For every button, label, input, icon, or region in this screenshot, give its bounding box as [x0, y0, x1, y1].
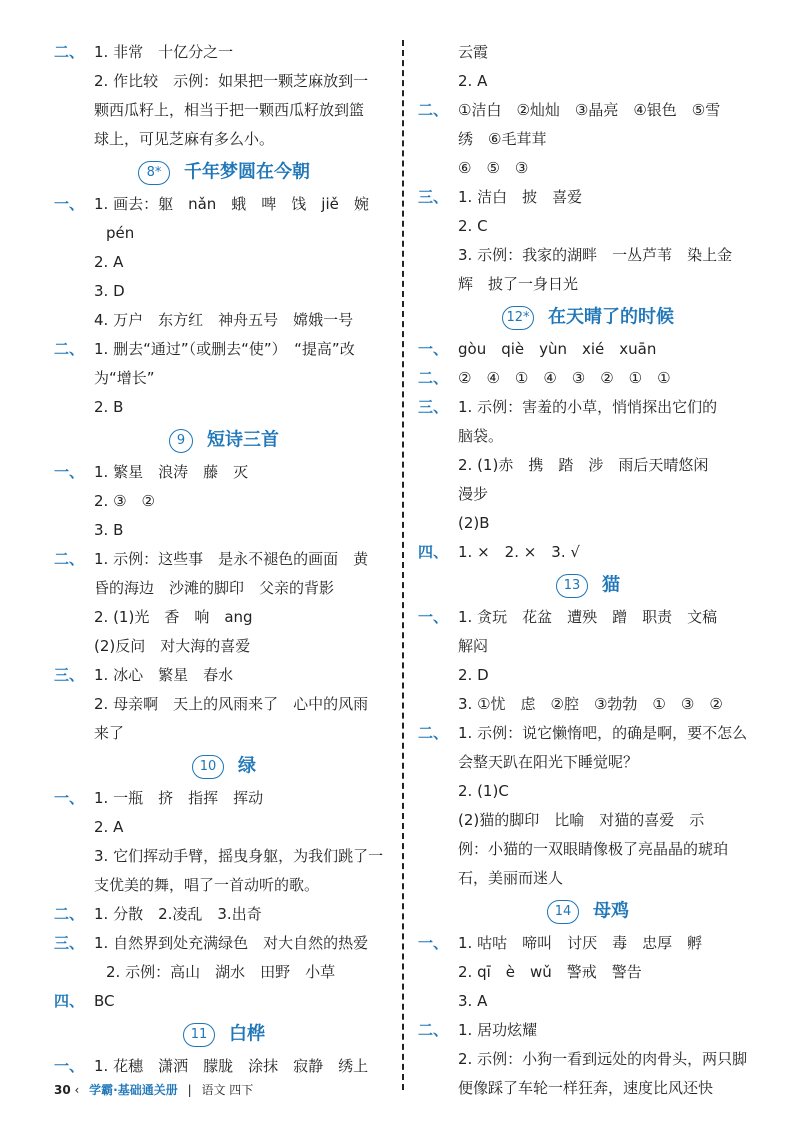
column-divider [402, 40, 404, 1090]
answer-line [418, 690, 758, 719]
question-group-marker: 一、 [54, 789, 85, 807]
answer-line [54, 661, 394, 690]
answer-line [418, 270, 758, 299]
question-group-marker: 三、 [54, 666, 85, 684]
answer-line [418, 929, 758, 958]
answer-line [54, 632, 394, 661]
section-heading [54, 154, 394, 190]
answer-line [54, 96, 394, 125]
answer-text: 石，美丽而迷人 [458, 869, 564, 887]
answer-line [418, 1016, 758, 1045]
answer-line [54, 574, 394, 603]
answer-text: 会整天趴在阳光下睡觉呢？ [458, 753, 639, 771]
book-title: 学霸·基础通关册 [89, 1083, 178, 1097]
section-number-badge: 14 [547, 900, 579, 924]
answer-text: 4. 万户 东方红 神舟五号 嫦娥一号 [94, 311, 354, 329]
answer-line [54, 38, 394, 67]
answer-line [54, 842, 394, 871]
answer-line [418, 864, 758, 893]
answer-line [54, 335, 394, 364]
answer-text: 1. 洁白 披 喜爱 [458, 188, 583, 206]
answer-text: 3. D [94, 282, 125, 300]
answer-text: 1. 自然界到处充满绿色 对大自然的热爱 [94, 934, 369, 952]
answer-line [418, 335, 758, 364]
answer-text: ①洁白 ②灿灿 ③晶亮 ④银色 ⑤雪 [458, 101, 721, 119]
question-group-marker: 一、 [54, 1057, 85, 1075]
section-number-badge: 10 [192, 755, 224, 779]
answer-text: 球上，可见芝麻有多么小。 [94, 130, 275, 148]
answer-text: 2. (1)赤 携 踏 涉 雨后天晴悠闲 [458, 456, 709, 474]
answer-text: (2)猫的脚印 比喻 对猫的喜爱 示 [458, 811, 705, 829]
answer-line [418, 1074, 758, 1103]
answer-text: 2. B [94, 398, 124, 416]
answer-text: 3. ①忧 虑 ②腔 ③勃勃 ① ③ ② [458, 695, 723, 713]
section-title: 母鸡 [593, 900, 629, 922]
answer-line [54, 813, 394, 842]
answer-text: gòu qiè yùn xié xuān [458, 340, 657, 358]
answer-line [418, 777, 758, 806]
question-group-marker: 三、 [54, 934, 85, 952]
answer-line [54, 306, 394, 335]
answer-line [54, 516, 394, 545]
question-group-marker: 二、 [54, 43, 85, 61]
answer-line [54, 871, 394, 900]
answer-line [418, 509, 758, 538]
answer-line [418, 183, 758, 212]
answer-text: 便像踩了车轮一样狂奔，速度比风还快 [458, 1079, 714, 1097]
answer-text: 1. 非常 十亿分之一 [94, 43, 234, 61]
answer-text: 2. (1)光 香 响 ang [94, 608, 253, 626]
answer-text: 为“增长” [94, 369, 155, 387]
question-group-marker: 二、 [54, 905, 85, 923]
arrow-icon: ‹ [74, 1083, 80, 1097]
answer-line [418, 393, 758, 422]
answer-line [54, 190, 394, 219]
section-number-badge: 9 [169, 429, 193, 453]
question-group-marker: 二、 [54, 550, 85, 568]
answer-text: 2. (1)C [458, 782, 509, 800]
answer-text: 1. 示例：害羞的小草，悄悄探出它们的 [458, 398, 718, 416]
answer-text: 3. A [458, 992, 488, 1010]
answer-line [54, 603, 394, 632]
answer-text: 1. × 2. × 3. √ [458, 543, 580, 561]
answer-line [418, 38, 758, 67]
footer-separator: | [187, 1083, 192, 1097]
answer-line [418, 538, 758, 567]
question-group-marker: 一、 [54, 195, 85, 213]
answer-line [54, 784, 394, 813]
answer-line [418, 241, 758, 270]
answer-line [54, 125, 394, 154]
question-group-marker: 三、 [418, 188, 449, 206]
question-group-marker: 二、 [418, 724, 449, 742]
answer-text: 2. 示例：高山 湖水 田野 小草 [106, 963, 336, 981]
answer-text: 1. 删去“通过”（或删去“使”） “提高”改 [94, 340, 355, 358]
answer-text: 2. C [458, 217, 488, 235]
answer-text: 1. 贪玩 花盆 遭殃 蹭 职责 文稿 [458, 608, 718, 626]
answer-line [418, 835, 758, 864]
answer-line [418, 748, 758, 777]
answer-text: 3. 示例：我家的湖畔 一丛芦苇 染上金 [458, 246, 733, 264]
answer-line [418, 364, 758, 393]
question-group-marker: 一、 [54, 463, 85, 481]
answer-text: 1. 冰心 繁星 春水 [94, 666, 234, 684]
answer-line [54, 219, 394, 248]
answer-text: 2. 示例：小狗一看到远处的肉骨头，两只脚 [458, 1050, 748, 1068]
answer-text: 2. 作比较 示例：如果把一颗芝麻放到一 [94, 72, 369, 90]
answer-line [54, 929, 394, 958]
section-number-badge: 8* [138, 161, 170, 185]
question-group-marker: 三、 [418, 398, 449, 416]
answer-text: 2. A [94, 253, 124, 271]
answer-line [54, 719, 394, 748]
answer-text: 3. 它们挥动手臂，摇曳身躯，为我们跳了一 [94, 847, 384, 865]
page-footer [54, 1080, 253, 1100]
question-group-marker: 一、 [418, 934, 449, 952]
section-title: 猫 [602, 574, 620, 596]
answer-text: 云霞 [458, 43, 489, 61]
answer-line [54, 1052, 394, 1081]
section-title: 绿 [238, 755, 256, 777]
answer-text: 2. qī è wǔ 警戒 警告 [458, 963, 642, 981]
answer-text: ② ④ ① ④ ③ ② ① ① [458, 369, 671, 387]
answer-line [54, 690, 394, 719]
right-column [418, 38, 758, 1103]
answer-text: 绣 ⑥毛茸茸 [458, 130, 547, 148]
answer-text: 2. ③ ② [94, 492, 155, 510]
question-group-marker: 四、 [418, 543, 449, 561]
question-group-marker: 二、 [54, 340, 85, 358]
answer-text: 1. 画去：躯 nǎn 蛾 啤 饯 jiě 婉 [94, 195, 369, 213]
answer-line [418, 661, 758, 690]
subject-label: 语文 [201, 1083, 226, 1097]
answer-text: 3. B [94, 521, 124, 539]
answer-line [418, 422, 758, 451]
answer-text: pén [106, 224, 135, 242]
answer-text: 2. A [458, 72, 488, 90]
answer-text: 漫步 [458, 485, 489, 503]
answer-line [418, 125, 758, 154]
section-heading [418, 299, 758, 335]
answer-text: 支优美的舞，唱了一首动听的歌。 [94, 876, 320, 894]
answer-line [418, 719, 758, 748]
answer-text: BC [94, 992, 115, 1010]
answer-text: 1. 咕咕 啼叫 讨厌 毒 忠厚 孵 [458, 934, 703, 952]
answer-text: 脑袋。 [458, 427, 504, 445]
section-number-badge: 13 [556, 574, 588, 598]
answer-line [54, 458, 394, 487]
answer-line [54, 958, 394, 987]
answer-text: ⑥ ⑤ ③ [458, 159, 529, 177]
answer-line [54, 545, 394, 574]
answer-text: 昏的海边 沙滩的脚印 父亲的背影 [94, 579, 335, 597]
question-group-marker: 四、 [54, 992, 85, 1010]
section-number-badge: 11 [183, 1023, 215, 1047]
section-title: 千年梦圆在今朝 [184, 161, 310, 183]
section-heading [54, 748, 394, 784]
answer-line [54, 487, 394, 516]
section-number-badge: 12* [502, 306, 534, 330]
question-group-marker: 一、 [418, 340, 449, 358]
question-group-marker: 二、 [418, 101, 449, 119]
answer-line [418, 806, 758, 835]
answer-line [418, 212, 758, 241]
answer-line [418, 451, 758, 480]
section-heading [418, 567, 758, 603]
answer-text: 1. 居功炫耀 [458, 1021, 538, 1039]
answer-text: 2. D [458, 666, 489, 684]
answer-text: 例：小猫的一双眼睛像极了亮晶晶的琥珀 [458, 840, 729, 858]
section-title: 白桦 [229, 1023, 265, 1045]
answer-line [418, 96, 758, 125]
answer-line [418, 1045, 758, 1074]
answer-text: 2. 母亲啊 天上的风雨来了 心中的风雨 [94, 695, 369, 713]
answer-text: (2)B [458, 514, 490, 532]
answer-line [54, 900, 394, 929]
answer-line [54, 248, 394, 277]
answer-text: 1. 一瓶 挤 指挥 挥动 [94, 789, 264, 807]
answer-line [418, 987, 758, 1016]
answer-text: 解闷 [458, 637, 489, 655]
section-heading [54, 1016, 394, 1052]
answer-text: 1. 繁星 浪涛 藤 灭 [94, 463, 249, 481]
answer-text: 1. 示例：说它懒惰吧，的确是啊，要不怎么 [458, 724, 748, 742]
answer-text: 辉 披了一身日光 [458, 275, 579, 293]
answer-line [54, 987, 394, 1016]
answer-line [54, 277, 394, 306]
answer-text: 1. 示例：这些事 是永不褪色的画面 黄 [94, 550, 369, 568]
answer-text: 1. 分散 2.凌乱 3.出奇 [94, 905, 262, 923]
answer-line [54, 393, 394, 422]
section-heading [418, 893, 758, 929]
answer-line [54, 67, 394, 96]
answer-line [418, 632, 758, 661]
answer-text: (2)反问 对大海的喜爱 [94, 637, 251, 655]
section-heading [54, 422, 394, 458]
answer-line [418, 958, 758, 987]
left-column [54, 38, 394, 1081]
section-title: 短诗三首 [207, 429, 279, 451]
grade-label: 四下 [229, 1083, 254, 1097]
question-group-marker: 二、 [418, 369, 449, 387]
answer-line [418, 603, 758, 632]
question-group-marker: 二、 [418, 1021, 449, 1039]
answer-line [54, 364, 394, 393]
answer-text: 来了 [94, 724, 125, 742]
section-title: 在天晴了的时候 [548, 306, 674, 328]
question-group-marker: 一、 [418, 608, 449, 626]
answer-text: 2. A [94, 818, 124, 836]
answer-line [418, 154, 758, 183]
answer-line [418, 67, 758, 96]
answer-text: 1. 花穗 潇洒 朦胧 涂抹 寂静 绣上 [94, 1057, 369, 1075]
page-number: 30 [54, 1083, 71, 1097]
answer-text: 颗西瓜籽上，相当于把一颗西瓜籽放到篮 [94, 101, 365, 119]
answer-line [418, 480, 758, 509]
